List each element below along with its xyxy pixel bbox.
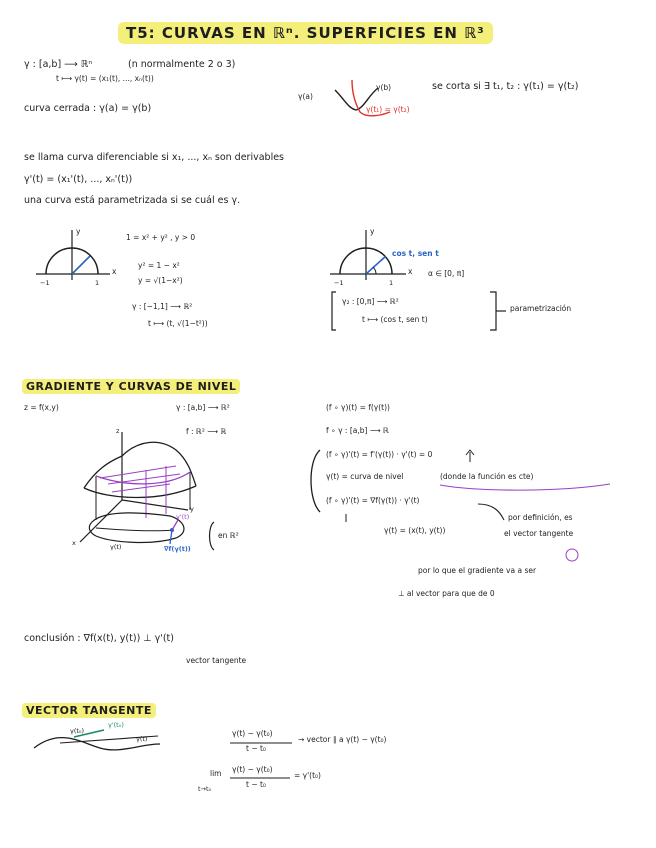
label-gamma-b: γ(b) — [376, 83, 392, 92]
limit-result: = γ'(t₀) — [294, 771, 321, 780]
ex2-axis-x: x — [408, 267, 413, 276]
vector-parallel-text: → vector ∥ a γ(t) − γ(t₀) — [298, 735, 387, 744]
curve-map-line2: t ⟼ γ(t) = (x₁(t), ..., xₙ(t)) — [56, 74, 154, 83]
ex1-axis-y: y — [76, 227, 81, 236]
surface-axis-z: z — [116, 427, 120, 435]
ex1-tick-left: −1 — [40, 279, 50, 287]
gradiente-note-2: ⊥ al vector para que de 0 — [398, 589, 495, 598]
diff-line2: γ'(t) = (x₁'(t), ..., xₙ'(t)) — [24, 174, 133, 185]
label-gamma-a: γ(a) — [298, 92, 313, 101]
label-gradient: ∇f(γ(t)) — [164, 545, 191, 553]
funcion-constante: (donde la función es cte) — [440, 472, 534, 481]
gamma-components: γ(t) = (x(t), y(t)) — [384, 526, 446, 535]
chain-rule: (f ∘ γ)'(t) = ∇f(γ(t)) · γ'(t) — [326, 496, 420, 505]
conclusion-subtext: vector tangente — [186, 656, 247, 665]
f-map-r: f : ℝ² ⟶ ℝ — [186, 427, 227, 436]
surface-axis-x: x — [72, 539, 76, 547]
ex2-axis-y: y — [370, 227, 375, 236]
curva-de-nivel: γ(t) = curva de nivel — [326, 472, 404, 481]
derivative-zero: (f ∘ γ)'(t) = f'(γ(t)) · γ'(t) = 0 — [326, 450, 433, 459]
label-gamma-t-surface: γ(t) — [110, 543, 122, 551]
curve-map-line: γ : [a,b] ⟶ ℝⁿ — [24, 59, 93, 70]
conclusion-text: conclusión : ∇f(x(t), y(t)) ⊥ γ'(t) — [24, 633, 174, 644]
section-heading-gradiente: GRADIENTE Y CURVAS DE NIVEL — [22, 379, 240, 394]
ex1-axis-x: x — [112, 267, 117, 276]
diff-line3: una curva está parametrizada si se cuál es γ. — [24, 195, 241, 206]
section-heading-vector-tangente: VECTOR TANGENTE — [22, 703, 156, 718]
curva-cerrada: curva cerrada : γ(a) = γ(b) — [24, 103, 152, 114]
label-gamma-t-tangent: γ(t) — [136, 735, 148, 743]
limit-numerator: γ(t) − γ(t₀) — [232, 765, 273, 774]
label-gamma-prime: γ'(t) — [176, 513, 190, 521]
ex2-parametrizacion: parametrización — [510, 304, 572, 313]
ex2-alpha-range: α ∈ [0, π] — [428, 269, 465, 278]
gamma-map-r2: γ : [a,b] ⟶ ℝ² — [176, 403, 230, 412]
quotient-numerator: γ(t) − γ(t₀) — [232, 729, 273, 738]
ex2-tick-right: 1 — [389, 279, 394, 287]
ex1-eq1: 1 = x² + y² , y > 0 — [126, 233, 196, 242]
ex2-cos-sen-label: cos t, sen t — [392, 249, 439, 258]
ex2-map2: t ⟼ (cos t, sen t) — [362, 315, 428, 324]
gradiente-note-1: por lo que el gradiente va a ser — [418, 566, 537, 575]
limit-subscript: t→t₀ — [198, 785, 212, 793]
page-title: T5: CURVAS EN ℝⁿ. SUPERFICIES EN ℝ³ — [118, 22, 493, 44]
limit-denominator: t − t₀ — [246, 780, 266, 789]
label-gamma-t: γ(t₁) = γ(t₂) — [366, 105, 410, 114]
diff-line1: se llama curva diferenciable si x₁, ..., xₙ son derivables — [24, 152, 284, 163]
por-definicion: por definición, es — [508, 513, 573, 522]
composition-1: (f ∘ γ)(t) = f(γ(t)) — [326, 403, 390, 412]
ex1-map2: t ⟼ (t, √(1−t²)) — [148, 319, 208, 328]
ex1-tick-right: 1 — [95, 279, 100, 287]
ex2-tick-left: −1 — [334, 279, 344, 287]
label-gamma-prime-t0: γ'(t₀) — [108, 721, 124, 729]
label-gamma-t0: γ(t₀) — [70, 727, 85, 735]
surface-axis-y: y — [190, 505, 194, 513]
ex2-map1: γ₂ : [0,π] ⟶ ℝ² — [342, 297, 399, 306]
limit-symbol: lim — [210, 769, 222, 778]
curve-map-note: (n normalmente 2 o 3) — [128, 59, 236, 70]
composition-2: f ∘ γ : [a,b] ⟶ ℝ — [326, 426, 389, 435]
ex1-eq3: y = √(1−x²) — [138, 276, 183, 285]
quotient-denominator: t − t₀ — [246, 744, 266, 753]
vector-tangente-note: el vector tangente — [504, 529, 574, 538]
ex1-eq2: y² = 1 − x² — [138, 261, 180, 270]
se-corta-text: se corta si ∃ t₁, t₂ : γ(t₁) = γ(t₂) — [432, 81, 579, 92]
z-equation: z = f(x,y) — [24, 403, 59, 412]
label-en-r2: en ℝ² — [218, 531, 239, 540]
ex1-map1: γ : [−1,1] ⟶ ℝ² — [132, 302, 193, 311]
